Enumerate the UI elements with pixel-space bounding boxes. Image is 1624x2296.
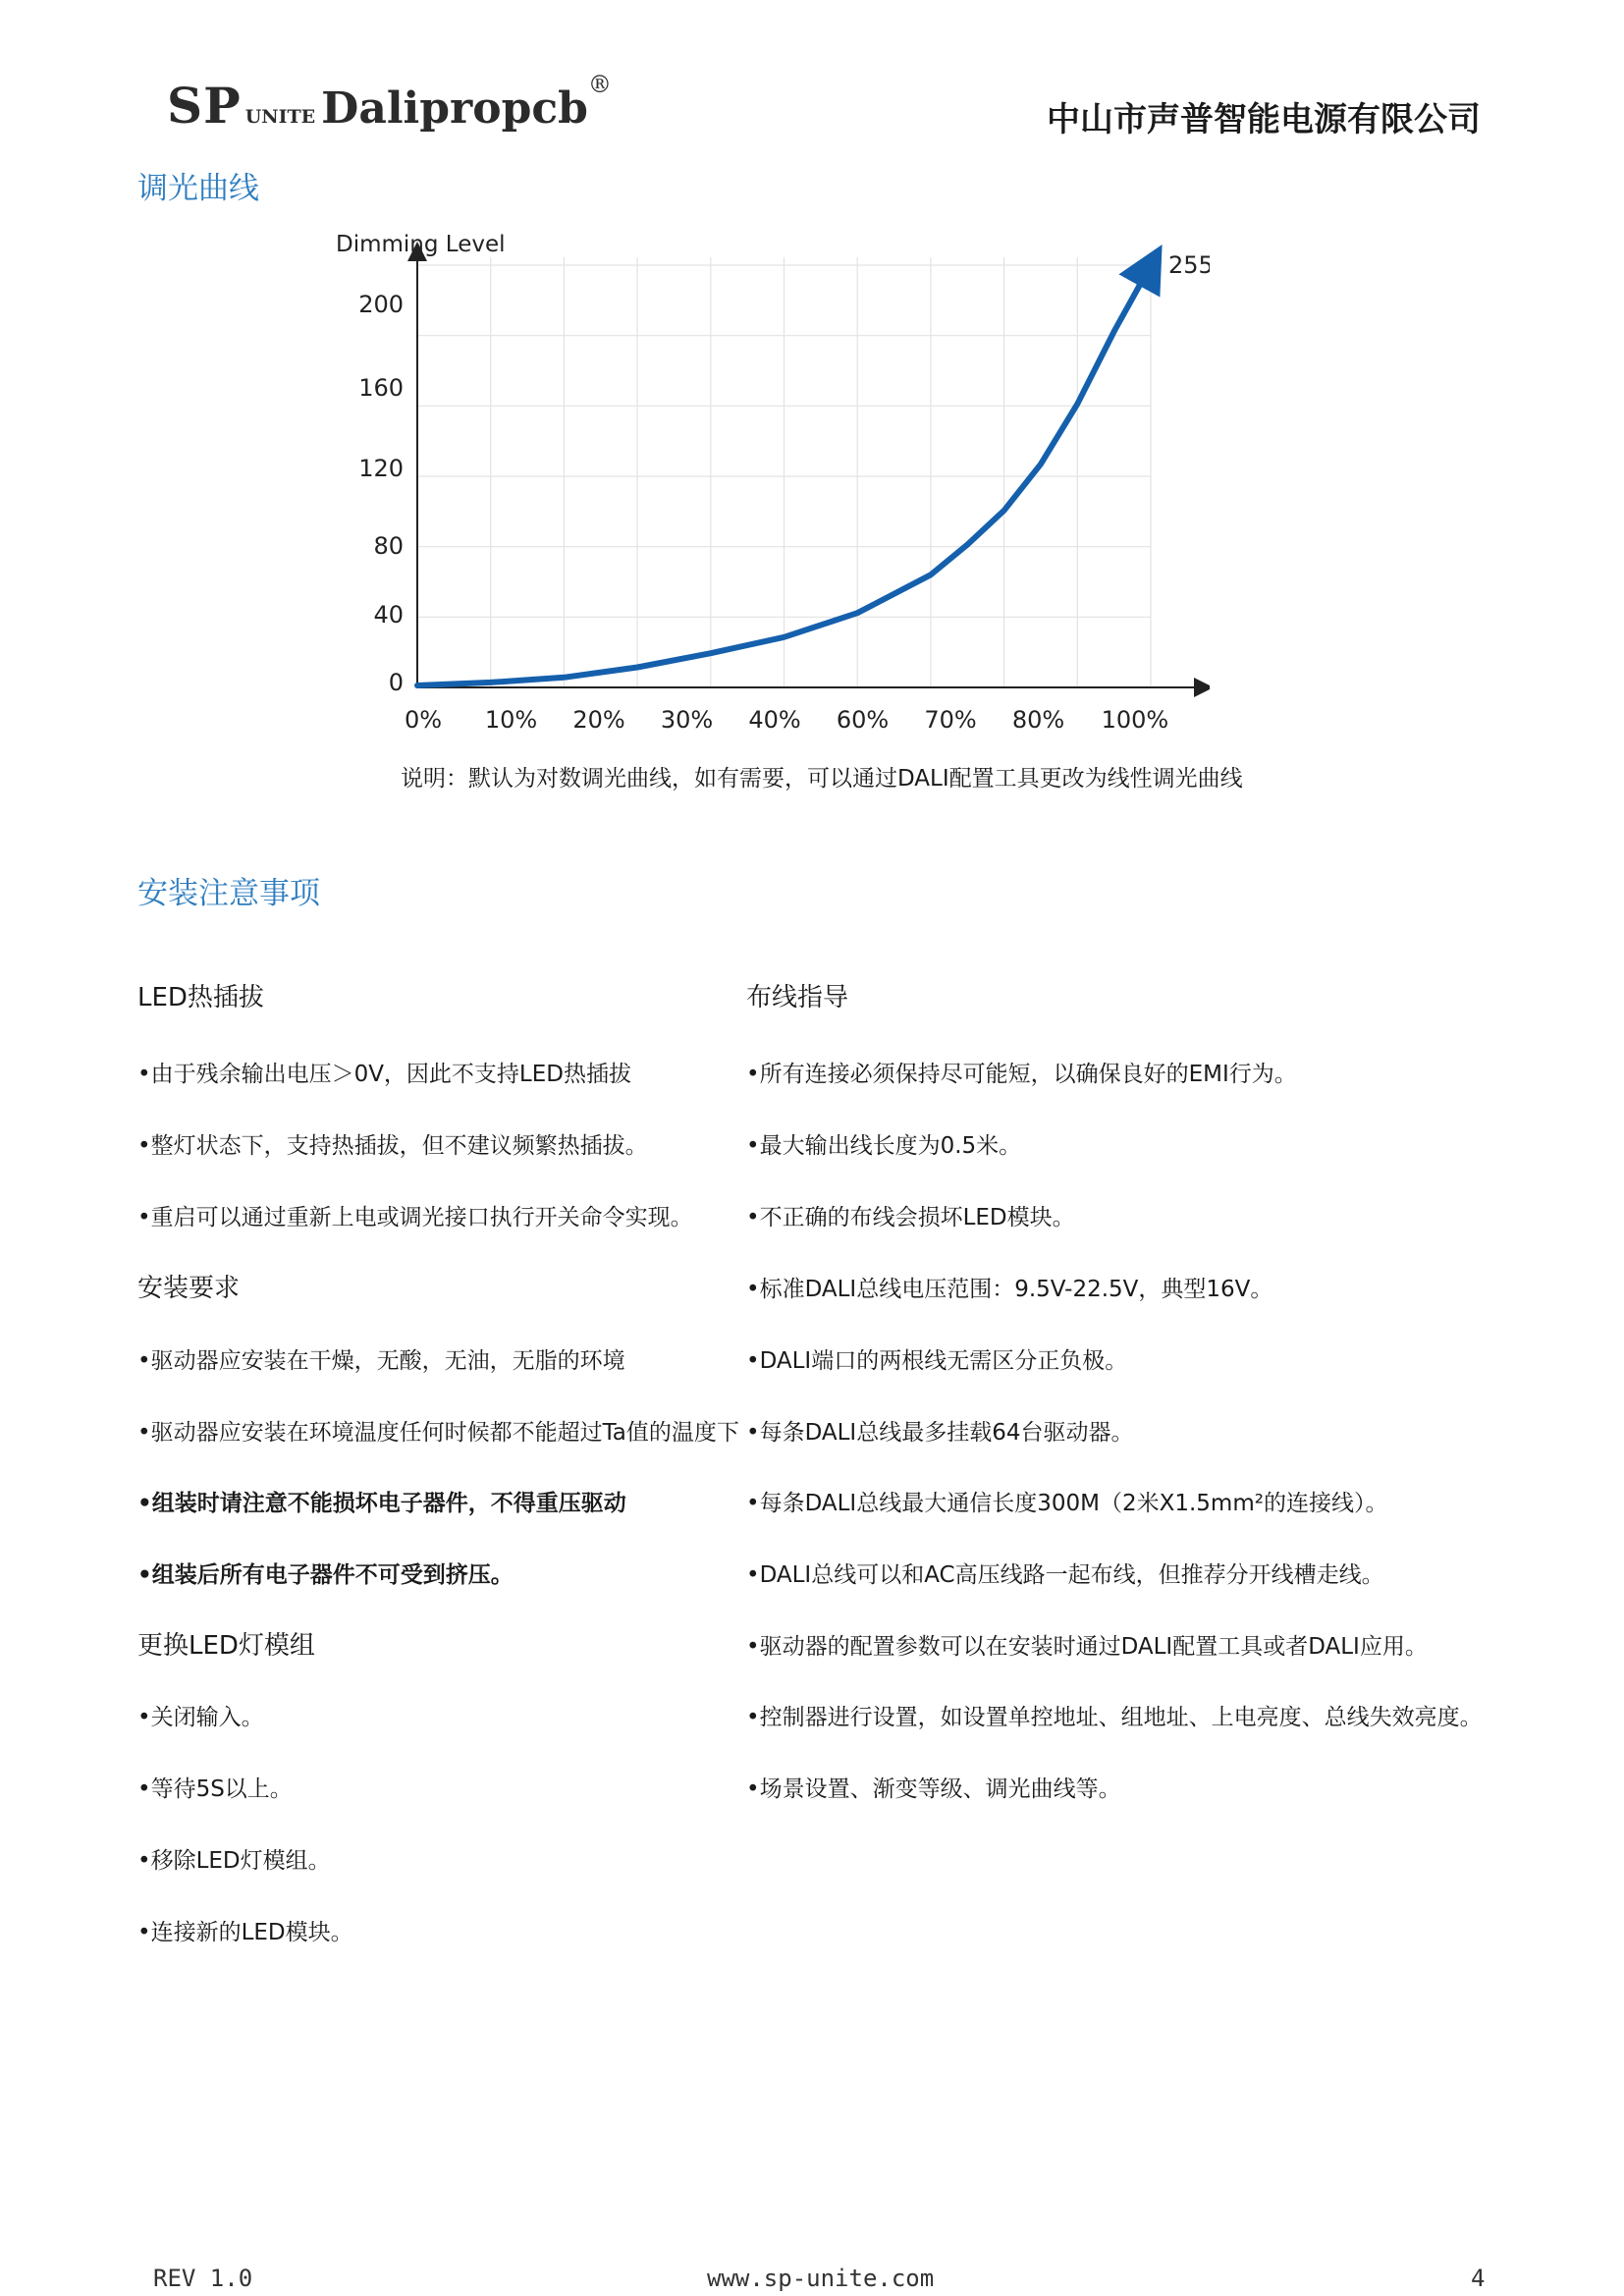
right-bullet-item: •驱动器的配置参数可以在安装时通过DALI配置工具或者DALI应用。 [746, 1634, 1428, 1660]
x-tick-label: 80% [1011, 706, 1065, 734]
y-tick-label: 40 [373, 601, 404, 629]
y-tick-label: 120 [358, 455, 404, 482]
right-bullet-item: •DALI总线可以和AC高压线路一起布线，但推荐分开线槽走线。 [746, 1562, 1384, 1588]
website-label: www.sp-unite.com [707, 2265, 935, 2292]
left-bullet-item: •关闭输入。 [137, 1705, 264, 1730]
x-tick-label: 60% [836, 706, 890, 734]
y-tick-label: 160 [358, 374, 404, 402]
left-bullet-item: •移除LED灯模组。 [137, 1848, 331, 1874]
y-tick-label: 200 [358, 291, 404, 318]
right-subheading: 布线指导 [746, 983, 849, 1012]
left-subheading: 安装要求 [137, 1274, 241, 1303]
x-tick-label: 70% [924, 706, 977, 734]
curve-end-label: 255 [1168, 251, 1210, 279]
left-bullet-item: •整灯状态下，支持热插拔，但不建议频繁热插拔。 [137, 1133, 648, 1159]
right-bullet-item: •场景设置、渐变等级、调光曲线等。 [746, 1777, 1121, 1802]
logo-sp: SP [167, 77, 242, 135]
dimming-section-title: 调光曲线 [137, 171, 259, 206]
revision-label: REV 1.0 [153, 2265, 253, 2292]
left-bullet-item: •重启可以通过重新上电或调光接口执行开关命令实现。 [137, 1205, 693, 1230]
left-bullet-item: •连接新的LED模块。 [137, 1920, 353, 1945]
y-axis-label: Dimming Level [336, 232, 506, 257]
x-tick-label: 40% [748, 706, 801, 734]
right-bullet-item: •不正确的布线会损坏LED模块。 [746, 1205, 1075, 1230]
dimming-chart [326, 218, 1210, 748]
right-bullet-item: •控制器进行设置，如设置单控地址、组地址、上电亮度、总线失效亮度。 [746, 1705, 1483, 1730]
chart-caption: 说明：默认为对数调光曲线，如有需要，可以通过DALI配置工具更改为线性调光曲线 [401, 766, 1243, 792]
y-tick-label: 80 [373, 532, 404, 560]
left-bullet-item: •组装后所有电子器件不可受到挤压。 [137, 1562, 514, 1588]
x-tick-label: 30% [660, 706, 714, 734]
logo-unite: UNITE [244, 106, 316, 128]
right-bullet-item: •最大输出线长度为0.5米。 [746, 1133, 1022, 1159]
logo-registered: ® [587, 71, 612, 98]
left-subheading: 更换LED灯模组 [137, 1631, 315, 1661]
page-number: 4 [1471, 2265, 1486, 2292]
x-tick-label: 10% [484, 706, 538, 734]
right-bullet-item: •每条DALI总线最大通信长度300M（2米X1.5mm²的连接线）。 [746, 1491, 1388, 1516]
right-bullet-item: •每条DALI总线最多挂载64台驱动器。 [746, 1420, 1134, 1446]
install-section-title: 安装注意事项 [137, 876, 320, 911]
right-bullet-item: •标准DALI总线电压范围：9.5V-22.5V，典型16V。 [746, 1277, 1273, 1302]
left-bullet-item: •由于残余输出电压＞0V，因此不支持LED热插拔 [137, 1062, 631, 1087]
right-bullet-item: •所有连接必须保持尽可能短，以确保良好的EMI行为。 [746, 1062, 1297, 1087]
logo-brand: Dalipropcb [321, 83, 588, 134]
y-tick-label: 0 [388, 669, 404, 696]
right-bullet-item: •DALI端口的两根线无需区分正负极。 [746, 1348, 1128, 1374]
left-bullet-item: •组装时请注意不能损坏电子器件，不得重压驱动 [137, 1491, 626, 1516]
x-tick-label: 20% [572, 706, 625, 734]
company-logo [167, 71, 612, 135]
x-tick-label: 100% [1101, 706, 1169, 734]
left-subheading: LED热插拔 [137, 983, 264, 1012]
dimming-chart-svg [326, 218, 1210, 748]
left-bullet-item: •驱动器应安装在环境温度任何时候都不能超过Ta值的温度下 [137, 1420, 739, 1446]
company-name: 中山市声普智能电源有限公司 [1047, 100, 1481, 139]
x-tick-label: 0% [404, 706, 443, 734]
left-bullet-item: •驱动器应安装在干燥，无酸，无油，无脂的环境 [137, 1348, 625, 1374]
left-bullet-item: •等待5S以上。 [137, 1777, 293, 1802]
